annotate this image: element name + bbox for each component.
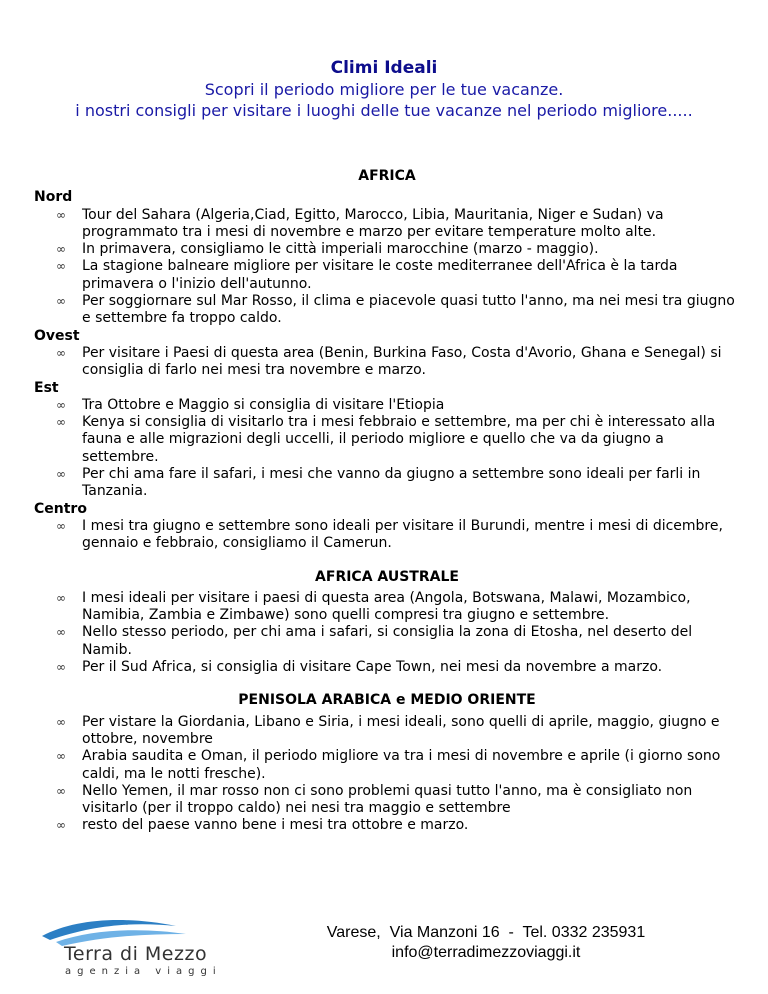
list-nord xyxy=(34,207,740,328)
list-ovest xyxy=(34,345,740,380)
list-item: ∞ Kenya si consiglia di visitarlo tra i mesi febbraio e settembre, ma per chi è interessato alla fauna e alle migrazioni degli uccelli, il periodo migliore e quello che va da giugno a settembre. xyxy=(56,414,716,465)
bullet-icon: ∞ xyxy=(56,294,66,309)
region-ovest: Ovest xyxy=(34,327,80,344)
logo-subtitle: agenzia viaggi xyxy=(65,966,222,977)
list-item: ∞ Tour del Sahara (Algeria,Ciad, Egitto, Marocco, Libia, Mauritania, Niger e Sudan) va programmato tra i mesi di novembre e marzo per evitare temperature molto alte. xyxy=(56,206,664,240)
logo-name: Terra di Mezzo xyxy=(64,943,208,965)
list-item: ∞ Tra Ottobre e Maggio si consiglia di visitare l'Etiopia xyxy=(56,396,445,413)
list-item: ∞ Arabia saudita e Oman, il periodo migliore va tra i mesi di novembre e aprile (i giorno sono caldi, ma le notti fresche). xyxy=(56,748,721,782)
section-title-australe: AFRICA AUSTRALE xyxy=(315,568,459,585)
region-est: Est xyxy=(34,379,59,396)
bullet-icon: ∞ xyxy=(56,660,66,675)
footer-contact xyxy=(286,923,686,963)
bullet-icon: ∞ xyxy=(56,590,66,605)
document-header xyxy=(0,57,768,121)
section-title-arabia: PENISOLA ARABICA e MEDIO ORIENTE xyxy=(238,692,536,709)
agency-logo xyxy=(36,912,226,982)
bullet-icon: ∞ xyxy=(56,259,66,274)
list-item: ∞ Nello stesso periodo, per chi ama i safari, si consiglia la zona di Etosha, nel deserto del Namib. xyxy=(56,624,693,658)
list-item: ∞ Per visitare i Paesi di questa area (Benin, Burkina Faso, Costa d'Avorio, Ghana e Senegal) si consiglia di farlo nei mesi tra novembre e marzo. xyxy=(56,344,722,379)
list-arabia xyxy=(34,714,740,835)
bullet-icon: ∞ xyxy=(56,518,66,533)
page-title: Climi Ideali xyxy=(330,58,438,78)
subtitle-line-1: Scopri il periodo migliore per le tue vacanze. xyxy=(204,80,564,99)
list-centro xyxy=(34,518,740,553)
list-australe xyxy=(34,590,740,676)
bullet-icon: ∞ xyxy=(56,783,66,798)
list-item: ∞ In primavera, consigliamo le città imperiali marocchine (marzo - maggio). xyxy=(56,241,599,258)
document-body xyxy=(34,168,740,835)
list-est xyxy=(34,397,740,501)
bullet-icon: ∞ xyxy=(56,345,66,360)
region-nord: Nord xyxy=(34,189,73,206)
bullet-icon: ∞ xyxy=(56,625,66,640)
bullet-icon: ∞ xyxy=(56,397,66,412)
bullet-icon: ∞ xyxy=(56,714,66,729)
region-centro: Centro xyxy=(34,500,87,517)
list-item: ∞ Per soggiornare sul Mar Rosso, il clima e piacevole quasi tutto l'anno, ma nei mesi tra giugno e settembre fa troppo caldo. xyxy=(56,293,735,327)
list-item: ∞ Per chi ama fare il safari, i mesi che vanno da giugno a settembre sono ideali per farli in Tanzania. xyxy=(56,466,701,500)
bullet-icon: ∞ xyxy=(56,415,66,430)
subtitle-line-2: i nostri consigli per visitare i luoghi delle tue vacanze nel periodo migliore..... xyxy=(75,101,693,120)
list-item: ∞ I mesi tra giugno e settembre sono ideali per visitare il Burundi, mentre i mesi di dicembre, gennaio e febbraio, consigliamo il Camerun. xyxy=(56,517,723,552)
bullet-icon: ∞ xyxy=(56,749,66,764)
list-item: ∞ resto del paese vanno bene i mesi tra ottobre e marzo. xyxy=(56,817,469,834)
list-item: ∞ Per vistare la Giordania, Libano e Siria, i mesi ideali, sono quelli di aprile, maggio, giugno e ottobre, novembre xyxy=(56,713,720,747)
footer-email[interactable]: info@terradimezzoviaggi.it xyxy=(391,944,581,961)
bullet-icon: ∞ xyxy=(56,207,66,222)
list-item: ∞ I mesi ideali per visitare i paesi di questa area (Angola, Botswana, Malawi, Mozambico, Namibia, Zambia e Zimbawe) sono quelli compresi tra giugno e settembre. xyxy=(56,589,691,624)
bullet-icon: ∞ xyxy=(56,467,66,482)
section-title-africa: AFRICA xyxy=(358,168,416,184)
bullet-icon: ∞ xyxy=(56,818,66,833)
list-item: ∞ Nello Yemen, il mar rosso non ci sono problemi quasi tutto l'anno, ma è consigliato non visitarlo (per il troppo caldo) nei nesi tra maggio e settembre xyxy=(56,782,693,817)
bullet-icon: ∞ xyxy=(56,242,66,257)
list-item: ∞ La stagione balneare migliore per visitare le coste mediterranee dell'Africa è la tarda primavera o l'inizio dell'autunno. xyxy=(56,258,678,292)
footer-address: Varese, Via Manzoni 16 - Tel. 0332 235931 xyxy=(326,924,646,941)
list-item: ∞ Per il Sud Africa, si consiglia di visitare Cape Town, nei mesi da novembre a marzo. xyxy=(56,659,663,676)
